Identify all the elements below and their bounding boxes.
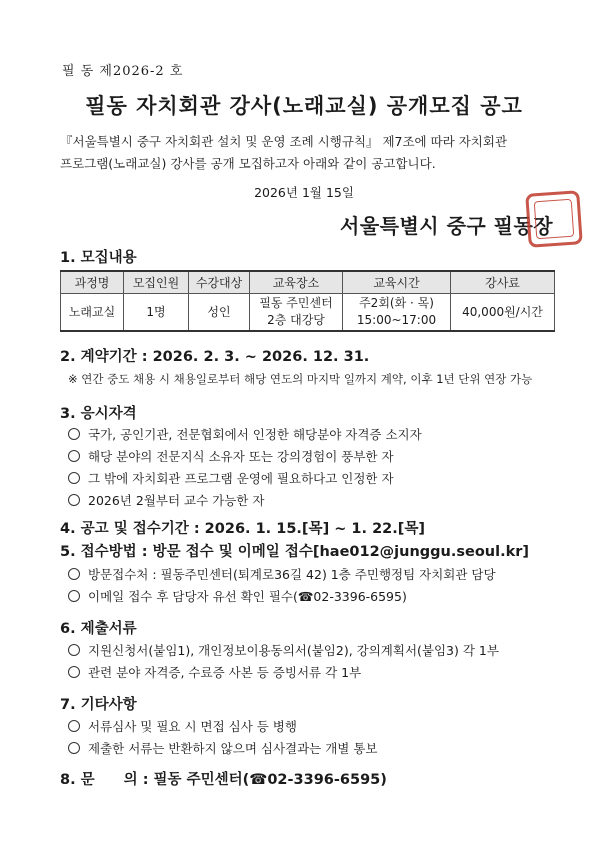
- circle-bullet-icon: [68, 494, 80, 506]
- list-item: 그 밖에 자치회관 프로그램 운영에 필요하다고 인정한 자: [68, 469, 394, 487]
- list-item: 이메일 접수 후 담당자 유선 확인 필수(☎02-3396-6595): [68, 587, 407, 605]
- section-8-heading: 8. 문 의 : 필동 주민센터(☎02-3396-6595): [60, 772, 387, 788]
- table-cell-fee: 40,000원/시간: [451, 294, 555, 332]
- issuer-name: 서울특별시 중구 필동장: [340, 214, 554, 238]
- list-item: 제출한 서류는 반환하지 않으며 심사결과는 개별 통보: [68, 739, 378, 757]
- list-item: 관련 분야 자격증, 수료증 사본 등 증빙서류 각 1부: [68, 663, 361, 681]
- section-7-heading: 7. 기타사항: [60, 697, 137, 713]
- circle-bullet-icon: [68, 666, 80, 678]
- section-4-heading: 4. 공고 및 접수기간 : 2026. 1. 15.[목] ~ 1. 22.[목]: [60, 521, 426, 537]
- section-3-heading: 3. 응시자격: [60, 406, 137, 422]
- table-cell-target: 성인: [189, 294, 250, 332]
- section-5-heading: 5. 접수방법 : 방문 접수 및 이메일 접수[hae012@junggu.seoul.kr]: [60, 544, 530, 560]
- section-2-heading: 2. 계약기간 : 2026. 2. 3. ~ 2026. 12. 31.: [60, 349, 370, 365]
- section-1-heading: 1. 모집내용: [60, 250, 137, 266]
- list-item: 방문접수처 : 필동주민센터(퇴계로36길 42) 1층 주민행정팀 자치회관 담당: [68, 565, 496, 583]
- time-line-1: 주2회(화 · 목): [359, 296, 434, 310]
- contract-note: ※ 연간 중도 채용 시 채용일로부터 해당 연도의 마지막 일까지 계약, 이후 1년 단위 연장 가능: [68, 372, 533, 386]
- table-header-row: [61, 271, 555, 294]
- official-seal-icon: [525, 190, 583, 248]
- list-item: 지원신청서(붙임1), 개인정보이용동의서(붙임2), 강의계획서(붙임3) 각 1부: [68, 641, 499, 659]
- table-header: 모집인원: [124, 271, 189, 294]
- section-6-heading: 6. 제출서류: [60, 621, 137, 637]
- document-number: 필 동 제2026-2 호: [62, 64, 184, 79]
- circle-bullet-icon: [68, 450, 80, 462]
- table-cell-course: 노래교실: [61, 294, 124, 332]
- circle-bullet-icon: [68, 428, 80, 440]
- list-item: 해당 분야의 전문지식 소유자 또는 강의경험이 풍부한 자: [68, 447, 394, 465]
- table-header: 교육시간: [343, 271, 451, 294]
- table-header: 교육장소: [250, 271, 343, 294]
- place-line-1: 필동 주민센터: [259, 296, 333, 310]
- page-title: 필동 자치회관 강사(노래교실) 공개모집 공고: [85, 94, 523, 118]
- circle-bullet-icon: [68, 590, 80, 602]
- table-header: 강사료: [451, 271, 555, 294]
- list-item: 국가, 공인기관, 전문협회에서 인정한 해당분야 자격증 소지자: [68, 425, 422, 443]
- announcement-date: 2026년 1월 15일: [254, 185, 354, 200]
- circle-bullet-icon: [68, 472, 80, 484]
- table-cell-time: [343, 294, 451, 332]
- list-item: 2026년 2월부터 교수 가능한 자: [68, 491, 264, 509]
- circle-bullet-icon: [68, 644, 80, 656]
- circle-bullet-icon: [68, 720, 80, 732]
- intro-line-2: 프로그램(노래교실) 강사를 공개 모집하고자 아래와 같이 공고합니다.: [60, 156, 436, 171]
- table-cell-count: 1명: [124, 294, 189, 332]
- intro-line-1: 『서울특별시 중구 자치회관 설치 및 운영 조례 시행규칙』 제7조에 따라 자치회관: [60, 134, 508, 149]
- table-header: 과정명: [61, 271, 124, 294]
- recruitment-table: [60, 270, 555, 332]
- circle-bullet-icon: [68, 568, 80, 580]
- circle-bullet-icon: [68, 742, 80, 754]
- table-cell-place: [250, 294, 343, 332]
- time-line-2: 15:00~17:00: [356, 313, 437, 327]
- place-line-2: 2층 대강당: [267, 313, 325, 327]
- table-row: [61, 294, 555, 332]
- list-item: 서류심사 및 필요 시 면접 심사 등 병행: [68, 717, 297, 735]
- table-header: 수강대상: [189, 271, 250, 294]
